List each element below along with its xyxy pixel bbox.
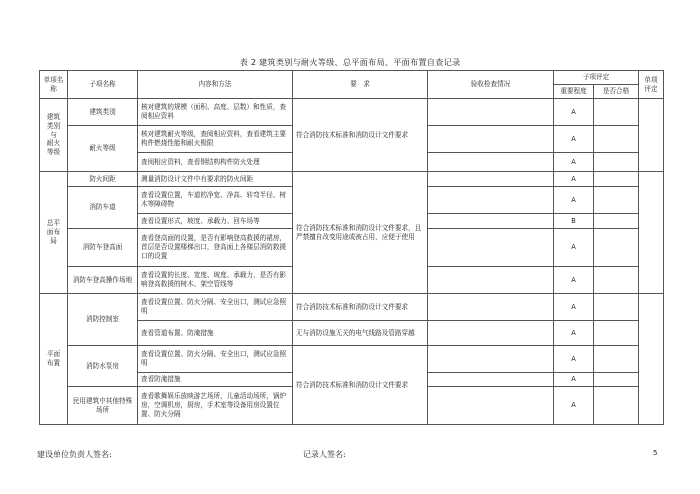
category-plan: 平面 布置 [40,294,68,425]
method-cell: 查看防淹措施 [138,373,293,387]
qualified-cell[interactable] [594,214,639,229]
check-cell[interactable] [428,346,554,373]
sub-rescue-face: 消防车登高面 [68,229,138,267]
check-cell[interactable] [428,229,554,267]
qualified-cell[interactable] [594,346,639,373]
importance-grade: A [554,187,594,214]
check-cell[interactable] [428,126,554,153]
method-cell: 查看设置位置、防火分隔、安全出口，测试应急照明 [138,346,293,373]
qualified-cell[interactable] [594,187,639,214]
qualified-cell[interactable] [594,373,639,387]
single-rating-cell[interactable] [639,99,664,172]
check-cell[interactable] [428,172,554,187]
method-cell: 查阅相应资料，查看钢结构构件防火处理 [138,153,293,172]
qualified-cell[interactable] [594,294,639,321]
qualified-cell[interactable] [594,229,639,267]
sub-rescue-site: 消防车登高操作场地 [68,267,138,294]
category-layout: 总平 面布 局 [40,172,68,294]
importance-grade: A [554,153,594,172]
method-cell: 核对建筑的规模（面积、高度、层数）和性质，查阅相应资料 [138,99,293,126]
method-cell: 查看登高面的设置，是否有影响登高救援的裙房，首层是否设置楼梯出口，登高面上各楼层消防救援口的设置 [138,229,293,267]
qualified-cell[interactable] [594,267,639,294]
importance-grade: A [554,126,594,153]
method-cell: 测量消防设计文件中有要求的防火间距 [138,172,293,187]
sub-control-room: 消防控制室 [68,294,138,346]
requirement-cell: 符合消防技术标准和消防设计文件要求 [293,346,428,425]
check-cell[interactable] [428,99,554,126]
sub-fire-spacing: 防火间距 [68,172,138,187]
importance-grade: A [554,294,594,321]
importance-grade: A [554,172,594,187]
check-cell[interactable] [428,321,554,346]
check-cell[interactable] [428,294,554,321]
page-number: 5 [653,449,658,457]
header-sub-name: 子项名称 [68,71,138,99]
method-cell: 查看管道布置、防淹措施 [138,321,293,346]
sub-special-venues: 民用建筑中其他特殊场所 [68,387,138,425]
method-cell: 查看设置形式，坡度、承载力、回车场等 [138,214,293,229]
inspection-table [39,70,664,425]
recorder-signature-label: 记录人签名: [303,450,346,459]
importance-grade: A [554,387,594,425]
sub-fire-rating: 耐火等级 [68,126,138,172]
header-importance: 重要程度 [554,85,594,99]
requirement-cell: 符合消防技术标准和消防设计文件要求 [293,294,428,321]
method-cell: 查看歌舞娱乐放映游艺场所，儿童活动场所，锅炉房，空调机房，厨房，手术室等设备用房设置位置、防火分隔 [138,387,293,425]
check-cell[interactable] [428,153,554,172]
qualified-cell[interactable] [594,387,639,425]
importance-grade: A [554,321,594,346]
importance-grade: A [554,373,594,387]
sub-building-type: 建筑类别 [68,99,138,126]
qualified-cell[interactable] [594,321,639,346]
method-cell: 查看设置位置，车道的净宽、净高、转弯半径、树木等障碍物 [138,187,293,214]
check-cell[interactable] [428,373,554,387]
importance-grade: A [554,267,594,294]
qualified-cell[interactable] [594,172,639,187]
requirement-cell: 符合消防技术标准和消防设计文件要求，且严禁擅自改变用途或被占用，应便于使用 [293,172,428,294]
single-rating-cell[interactable] [639,294,664,425]
sub-fire-lane: 消防车道 [68,187,138,229]
header-rating: 子项评定 [554,71,639,85]
check-cell[interactable] [428,267,554,294]
method-cell: 查看设置的长度、宽度、坡度、承载力，是否有影响登高救援的树木、架空管线等 [138,267,293,294]
importance-grade: A [554,346,594,373]
sub-pump-room: 消防水泵房 [68,346,138,387]
qualified-cell[interactable] [594,126,639,153]
method-cell: 查看设置位置、防火分隔、安全出口，测试应急照明 [138,294,293,321]
importance-grade: A [554,99,594,126]
importance-grade: B [554,214,594,229]
qualified-cell[interactable] [594,99,639,126]
importance-grade: A [554,229,594,267]
header-single: 单项评定 [639,71,664,99]
requirement-cell: 无与消防设施无关的电气线路及管路穿越 [293,321,428,346]
header-check: 验收检查情况 [428,71,554,99]
header-item-name: 单项名称 [40,71,68,99]
method-cell: 核对建筑耐火等级，查阅相应资料，查看建筑主要构件燃烧性能和耐火极限 [138,126,293,153]
check-cell[interactable] [428,187,554,214]
header-method: 内容和方法 [138,71,293,99]
owner-signature-label: 建设单位负责人签名: [37,450,112,459]
header-requirement: 要 求 [293,71,428,99]
check-cell[interactable] [428,214,554,229]
single-rating-cell[interactable] [639,172,664,294]
header-qualified: 是否合格 [594,85,639,99]
requirement-cell: 符合消防技术标准和消防设计文件要求 [293,99,428,172]
table-title: 表 2 建筑类别与耐火等级、总平面布局、平面布置自查记录 [239,57,461,67]
category-building: 建筑 类别 与 耐火 等级 [40,99,68,172]
check-cell[interactable] [428,387,554,425]
qualified-cell[interactable] [594,153,639,172]
